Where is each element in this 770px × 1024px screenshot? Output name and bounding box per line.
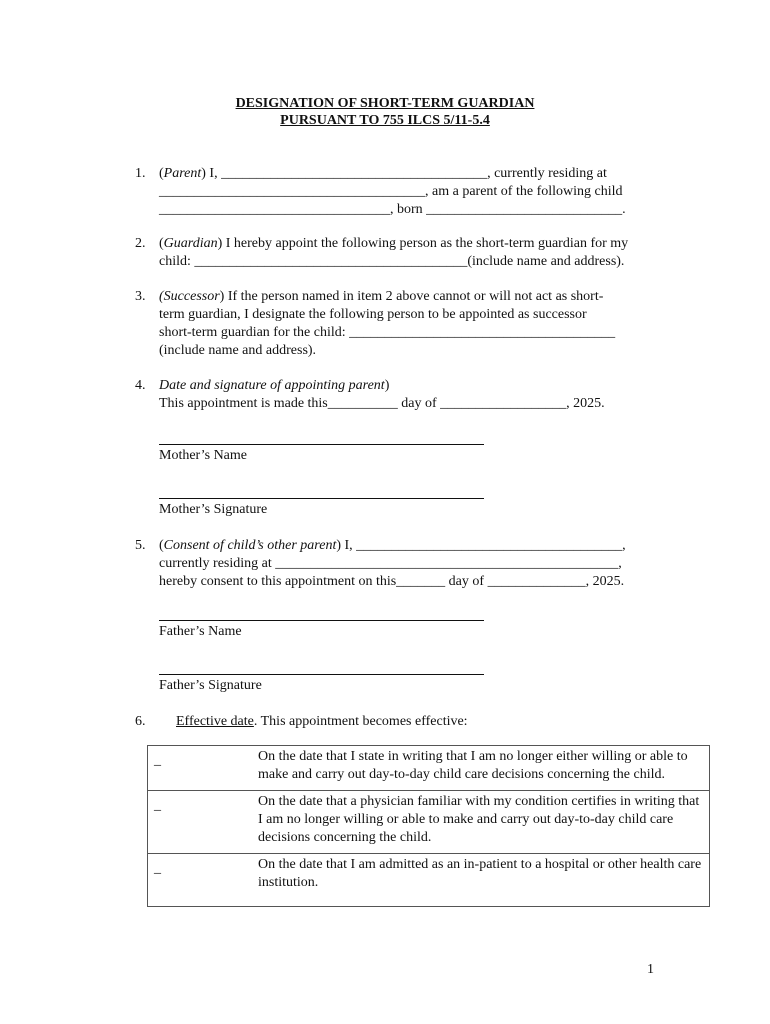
mother-signature-label: Mother’s Signature: [159, 502, 268, 517]
item1-line3: _________________________________, born ____________________________.: [159, 202, 626, 217]
effective-option-text: On the date that I state in writing that I am no longer either willing or able to make and carry out day-to-day child care decisions concerning the child.: [252, 746, 710, 791]
item3-line1-text: ) If the person named in item 2 above cannot or will not act as short-: [219, 289, 604, 304]
item6-line1: [176, 713, 468, 731]
item3-line4: (include name and address).: [159, 343, 317, 358]
item2-line1-text: ) I hereby appoint the following person as the short-term guardian for my: [217, 236, 629, 251]
item1-line1-text: ) I, ______________________________________, currently residing at: [201, 166, 607, 181]
item4-line1: [159, 377, 389, 395]
item3-line3: short-term guardian for the child: ______________________________________: [159, 325, 616, 340]
effective-date-options-table: [147, 745, 710, 907]
effective-option-checkbox[interactable]: _: [148, 746, 253, 791]
father-signature-line: [159, 674, 484, 675]
item5-line2: currently residing at _________________________________________________,: [159, 556, 622, 571]
effective-option-row: [148, 791, 710, 854]
item2-line2: child: _______________________________________(include name and address).: [159, 254, 625, 269]
item5-line3: hereby consent to this appointment on this_______ day of ______________, 2025.: [159, 574, 625, 589]
item3-number: 3.: [135, 289, 146, 304]
item6-text: . This appointment becomes effective:: [253, 714, 468, 729]
father-name-label: Father’s Name: [159, 624, 242, 639]
document-title-line2: PURSUANT TO 755 ILCS 5/11-5.4: [280, 113, 490, 128]
item2-number: 2.: [135, 236, 146, 251]
effective-option-checkbox[interactable]: _: [148, 791, 253, 854]
item3-line1: (Successor) If the person named in item 2 above cannot or will not act as short-: [159, 289, 604, 304]
item6-number: 6.: [135, 714, 146, 729]
item3-label: Successor: [163, 289, 220, 304]
item4-label: Date and signature of appointing parent: [159, 378, 385, 393]
page-number: 1: [647, 962, 654, 977]
item4-number: 4.: [135, 378, 146, 393]
item1-label: Parent: [163, 166, 202, 181]
effective-option-text: On the date that I am admitted as an in-patient to a hospital or other health care institution.: [252, 854, 710, 907]
item1-number: 1.: [135, 166, 146, 181]
effective-option-text: On the date that a physician familiar with my condition certifies in writing that I am no longer willing or able to make and carry out day-to-day child care decisions concerning the child.: [252, 791, 710, 854]
item2-line1: (Guardian) I hereby appoint the following person as the short-term guardian for my: [159, 236, 629, 251]
item3-line2: term guardian, I designate the following person to be appointed as successor: [159, 307, 587, 322]
item4-line1-close: ): [384, 378, 390, 393]
item1-line1: (Parent) I, ______________________________________, currently residing at: [159, 166, 607, 181]
mother-name-label: Mother’s Name: [159, 448, 247, 463]
item4-line2: This appointment is made this__________ day of __________________, 2025.: [159, 396, 605, 411]
item2-label: Guardian: [163, 236, 218, 251]
father-signature-label: Father’s Signature: [159, 678, 262, 693]
item5-line1-text: ) I, ______________________________________,: [336, 538, 626, 553]
item5-line1: (Consent of child’s other parent) I, ______________________________________,: [159, 538, 626, 553]
item6-label: Effective date: [176, 714, 254, 729]
mother-signature-line: [159, 498, 484, 499]
document-title-line1: DESIGNATION OF SHORT-TERM GUARDIAN: [235, 96, 535, 111]
mother-name-line: [159, 444, 484, 445]
effective-option-checkbox[interactable]: _: [148, 854, 253, 907]
father-name-line: [159, 620, 484, 621]
item5-number: 5.: [135, 538, 146, 553]
item1-line2: ______________________________________, am a parent of the following child: [159, 184, 623, 199]
item5-label: Consent of child’s other parent: [163, 538, 337, 553]
effective-option-row: [148, 854, 710, 907]
effective-option-row: [148, 746, 710, 791]
